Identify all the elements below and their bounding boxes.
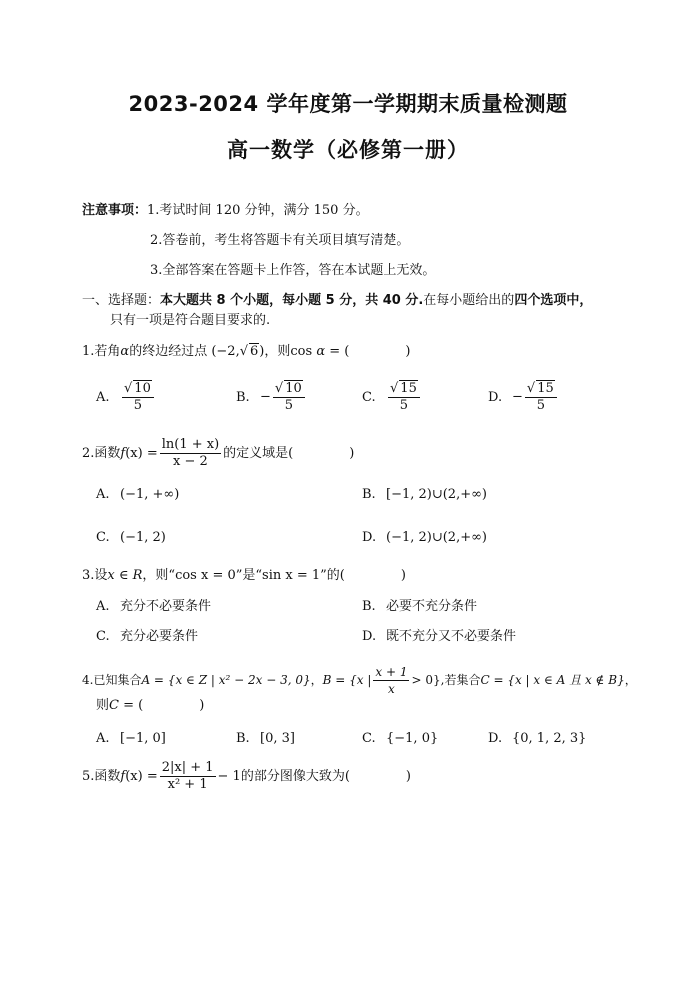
q4-option-text: [−1, 0] — [120, 731, 166, 746]
section-mid: 在每小题给出的 — [423, 293, 515, 308]
q1-point-left: (−2, — [211, 344, 240, 359]
q1-option-fraction — [525, 380, 557, 414]
question-4 — [82, 664, 637, 697]
q4-option-text: {0, 1, 2, 3} — [512, 731, 587, 746]
q2-prefix: 2.函数 — [82, 446, 121, 461]
q2-option-text: [−1, 2)∪(2,+∞) — [386, 487, 488, 502]
q4-set-b-den: x — [388, 682, 395, 696]
q3-option-label: C. — [96, 629, 110, 644]
q1-close: ) — [405, 344, 411, 359]
notice-label: 注意事项： — [82, 203, 148, 218]
q1-option-d — [488, 380, 559, 414]
q4-set-b-left: B = {x | — [322, 673, 372, 687]
q4-option-label: C. — [362, 731, 376, 746]
q3-b: sin x = 1 — [262, 568, 321, 583]
q2-option-text: (−1, 2)∪(2,+∞) — [386, 530, 488, 545]
q1-option-a — [96, 380, 156, 414]
q1-eq: = ( — [329, 344, 350, 359]
q4-set-c: C = {x | x ∈ A 且 x ∉ B} — [480, 673, 625, 687]
q1-option-label: C. — [362, 389, 376, 405]
q3-close: ) — [400, 568, 406, 583]
q2-fraction — [160, 437, 221, 470]
q4-set-b-fraction — [373, 664, 409, 697]
q4-comma: ， — [310, 673, 323, 687]
notice-item-3: 3.全部答案在答题卡上作答，答在本试题上无效。 — [150, 263, 436, 278]
section-heading — [82, 292, 592, 310]
question-5 — [82, 760, 411, 793]
q1-option-label: A. — [96, 389, 110, 405]
q3-option-label: D. — [362, 629, 377, 644]
q4-option-a — [96, 730, 166, 748]
question-3 — [82, 567, 406, 585]
q2-suffix: 的定义域是( — [223, 446, 294, 461]
q3-suffix: ”的( — [320, 568, 345, 583]
q4-option-label: D. — [488, 731, 503, 746]
q4-option-text: [0, 3] — [260, 731, 295, 746]
question-4-line2 — [96, 697, 204, 715]
q2-num: ln(1 + x) — [161, 437, 220, 452]
q4-close: ) — [199, 698, 205, 713]
section-bold-1: 本大题共 8 个小题，每小题 5 分，共 40 分. — [160, 293, 424, 308]
q4-option-label: B. — [236, 731, 250, 746]
q3-option-b — [362, 598, 477, 616]
q5-prefix: 5.函数 — [82, 769, 121, 784]
q4-set-b-num: x + 1 — [375, 665, 408, 679]
sqrt-icon: √ — [390, 381, 399, 396]
q4-option-d — [488, 730, 586, 748]
q1-then: ，则 — [264, 344, 291, 359]
q2-option-label: D. — [362, 530, 377, 545]
q2-option-text: (−1, 2) — [120, 530, 166, 545]
q3-option-a — [96, 598, 211, 616]
q3-mid1: ，则“ — [142, 568, 176, 583]
q1-option-den: 5 — [284, 398, 293, 413]
exam-title: 2023-2024 学年度第一学期期末质量检测题 — [128, 92, 568, 116]
q4-mid: ,若集合 — [440, 673, 481, 687]
q1-option-fraction — [273, 380, 305, 414]
q3-option-text: 必要不充分条件 — [386, 599, 478, 614]
q5-arg: (x) = — [125, 769, 158, 784]
q3-option-text: 充分不必要条件 — [120, 599, 212, 614]
q3-mid2: ”是“ — [235, 568, 263, 583]
q1-option-den: 5 — [536, 398, 545, 413]
q1-cos: cos — [290, 344, 313, 359]
q2-option-b — [362, 486, 487, 504]
section-heading-line2: 只有一项是符合题目要求的. — [110, 313, 271, 328]
q1-option-fraction — [122, 380, 154, 414]
q3-option-c — [96, 628, 198, 646]
notice-item-2: 2.答卷前，考生将答题卡有关项目填写清楚。 — [150, 233, 410, 248]
q2-option-label: C. — [96, 530, 110, 545]
notice-item-1 — [82, 202, 369, 220]
q1-point-radicand: 6 — [250, 344, 259, 359]
q1-option-sign: − — [512, 389, 523, 405]
q3-prefix: 3.设 — [82, 568, 108, 583]
q1-option-den: 5 — [133, 398, 143, 413]
notice-text-1: 1.考试时间 120 分钟，满分 150 分。 — [147, 203, 369, 218]
q5-den: x² + 1 — [167, 777, 208, 792]
q1-option-label: D. — [488, 389, 503, 405]
q1-option-b — [236, 380, 307, 414]
q4-option-c — [362, 730, 438, 748]
q1-option-c — [362, 380, 422, 414]
q2-option-label: B. — [362, 487, 376, 502]
q1-prefix: 1.若角 — [82, 344, 121, 359]
q3-option-label: B. — [362, 599, 376, 614]
question-2 — [82, 437, 354, 470]
q1-option-num: 10 — [134, 381, 151, 396]
q3-option-text: 充分必要条件 — [120, 629, 199, 644]
q2-option-a — [96, 486, 179, 504]
q1-option-den: 5 — [399, 398, 409, 413]
q2-option-label: A. — [96, 487, 110, 502]
q2-f: f — [120, 446, 126, 461]
q4-prefix: 4.已知集合 — [82, 673, 142, 687]
section-bold-2: 四个选项中， — [514, 293, 593, 308]
q2-option-d — [362, 529, 487, 547]
section-prefix: 一、选择题： — [82, 293, 161, 308]
q1-option-num: 10 — [285, 381, 302, 396]
q2-option-c — [96, 529, 166, 547]
q4-set-b-right: > 0} — [411, 673, 441, 687]
q4-option-text: {−1, 0} — [386, 731, 439, 746]
q4-eq: = ( — [123, 698, 144, 713]
q5-minus: − 1 — [217, 769, 241, 784]
q1-option-label: B. — [236, 389, 250, 405]
q5-num: 2|x| + 1 — [161, 760, 214, 775]
q3-option-text: 既不充分又不必要条件 — [386, 629, 517, 644]
sqrt-icon: √ — [274, 381, 284, 396]
q5-close: ) — [405, 769, 411, 784]
sqrt-icon: √ — [124, 381, 133, 396]
q4-c: C — [109, 698, 119, 713]
q4-option-label: A. — [96, 731, 110, 746]
q3-cond: x ∈ R — [107, 568, 143, 583]
q3-a: cos x = 0 — [175, 568, 236, 583]
q1-option-sign: − — [260, 389, 271, 405]
q1-alpha: α — [120, 344, 130, 359]
q4-line2: 则 — [96, 698, 110, 713]
q5-suffix: 的部分图像大致为( — [240, 769, 350, 784]
q3-option-d — [362, 628, 516, 646]
q2-den: x − 2 — [173, 454, 208, 469]
q1-option-fraction — [388, 380, 420, 414]
q2-arg: (x) = — [125, 446, 158, 461]
q1-mid: 的终边经过点 — [129, 344, 208, 359]
q4-end: ， — [624, 673, 637, 687]
sqrt-icon: √ — [239, 344, 249, 359]
q1-point-right: ) — [259, 344, 265, 359]
sqrt-icon: √ — [526, 381, 536, 396]
q5-f: f — [120, 769, 126, 784]
q1-option-num: 15 — [537, 381, 554, 396]
q4-set-a: A = {x ∈ Z | x² − 2x − 3, 0} — [141, 673, 311, 687]
q2-close: ) — [349, 446, 355, 461]
q1-option-num: 15 — [400, 381, 417, 396]
q3-option-label: A. — [96, 599, 110, 614]
q4-option-b — [236, 730, 295, 748]
q2-option-text: (−1, +∞) — [120, 487, 180, 502]
exam-subtitle: 高一数学（必修第一册） — [227, 138, 469, 162]
q5-fraction — [160, 760, 216, 793]
question-1 — [82, 343, 410, 361]
q1-alpha-2: α — [316, 344, 326, 359]
